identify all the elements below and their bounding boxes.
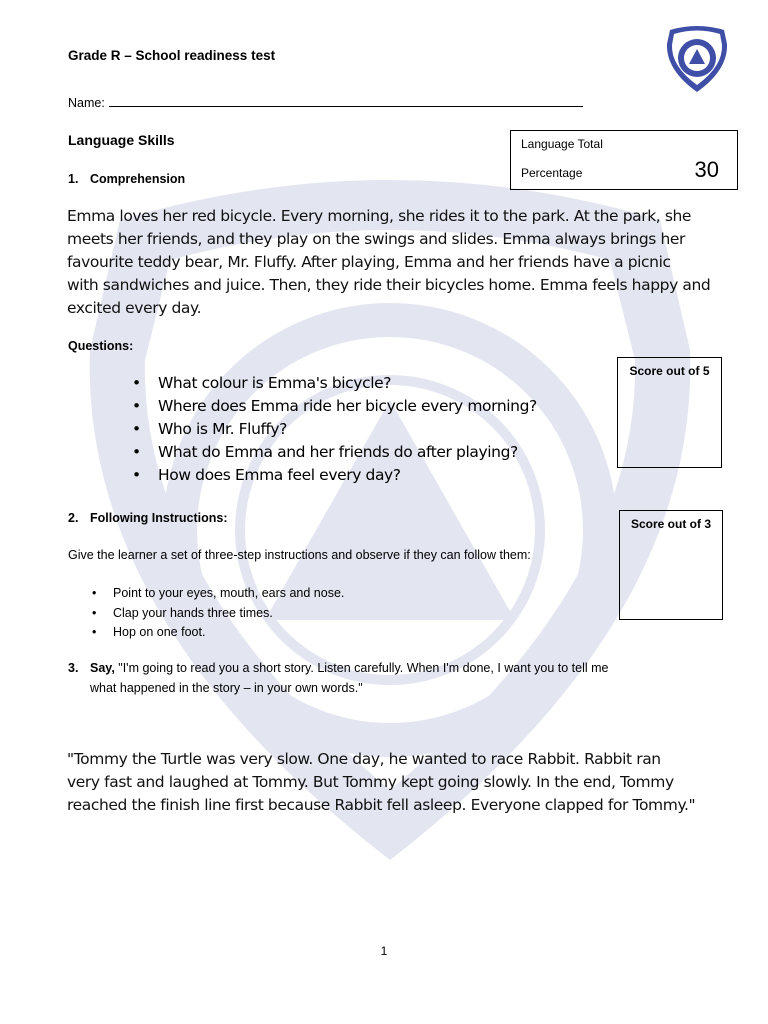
- story-line: very fast and laughed at Tommy. But Tommy kept going slowly. In the end, Tommy: [67, 773, 674, 791]
- instruction-item: • Point to your eyes, mouth, ears and nose.: [90, 584, 344, 604]
- score-label: Score out of 5: [629, 364, 710, 378]
- language-total-value: 30: [694, 157, 719, 182]
- name-field[interactable]: [68, 94, 583, 110]
- question-item: • How does Emma feel every day?: [120, 464, 537, 487]
- story-line: "Tommy the Turtle was very slow. One day, he wanted to race Rabbit. Rabbit ran: [67, 750, 661, 768]
- language-skills-heading: Language Skills: [68, 132, 175, 148]
- instruction-item: • Clap your hands three times.: [90, 604, 344, 624]
- page-title: Grade R – School readiness test: [68, 48, 276, 63]
- section-title: Comprehension: [90, 172, 186, 186]
- story-line: favourite teddy bear, Mr. Fluffy. After playing, Emma and her friends have a picnic: [67, 253, 671, 271]
- story-line: Emma loves her red bicycle. Every morning, she rides it to the park. At the park, she: [67, 207, 692, 225]
- score-box-comprehension[interactable]: [617, 357, 722, 468]
- retell-instruction-line2: what happened in the story – in your own words.": [90, 681, 363, 695]
- questions-label: Questions:: [68, 339, 134, 353]
- score-box-instructions[interactable]: [619, 510, 723, 620]
- retell-instruction-line1: "I'm going to read you a short story. Listen carefully. When I'm done, I want you to tell me: [114, 661, 609, 675]
- instruction-item: • Hop on one foot.: [90, 623, 344, 643]
- section-number: 1.: [68, 172, 79, 186]
- story-line: meets her friends, and they play on the swings and slides. Emma always brings her: [67, 230, 686, 248]
- question-item: • What do Emma and her friends do after playing?: [120, 441, 537, 464]
- question-item: • Where does Emma ride her bicycle every morning?: [120, 395, 537, 418]
- page-number: 1: [380, 944, 388, 958]
- section-number: 3.: [68, 661, 79, 675]
- story-line: reached the finish line first because Rabbit fell asleep. Everyone clapped for Tommy.": [67, 796, 696, 814]
- name-underline: [109, 94, 583, 107]
- story-line: excited every day.: [67, 299, 202, 317]
- section-title: Following Instructions:: [90, 511, 228, 525]
- section-retell: [68, 658, 688, 698]
- questions-list: [120, 372, 537, 487]
- score-label: Score out of 3: [630, 517, 711, 531]
- section-comprehension-heading: [68, 172, 185, 186]
- instructions-list: [90, 584, 344, 643]
- comprehension-story: [67, 205, 710, 320]
- percentage-label: Percentage: [521, 166, 583, 180]
- concordia-logo: [664, 22, 730, 94]
- story-line: with sandwiches and juice. Then, they ride their bicycles home. Emma feels happy and: [67, 276, 711, 294]
- section-instructions-heading: [68, 511, 228, 525]
- name-label: Name:: [68, 96, 105, 110]
- question-item: • What colour is Emma's bicycle?: [120, 372, 537, 395]
- language-total-box: [510, 130, 738, 190]
- instructions-intro: Give the learner a set of three-step instructions and observe if they can follow them:: [68, 548, 531, 562]
- language-total-label: Language Total: [521, 137, 603, 151]
- section-number: 2.: [68, 511, 79, 525]
- retell-story: [67, 748, 695, 817]
- question-item: • Who is Mr. Fluffy?: [120, 418, 537, 441]
- say-label: Say,: [90, 661, 115, 675]
